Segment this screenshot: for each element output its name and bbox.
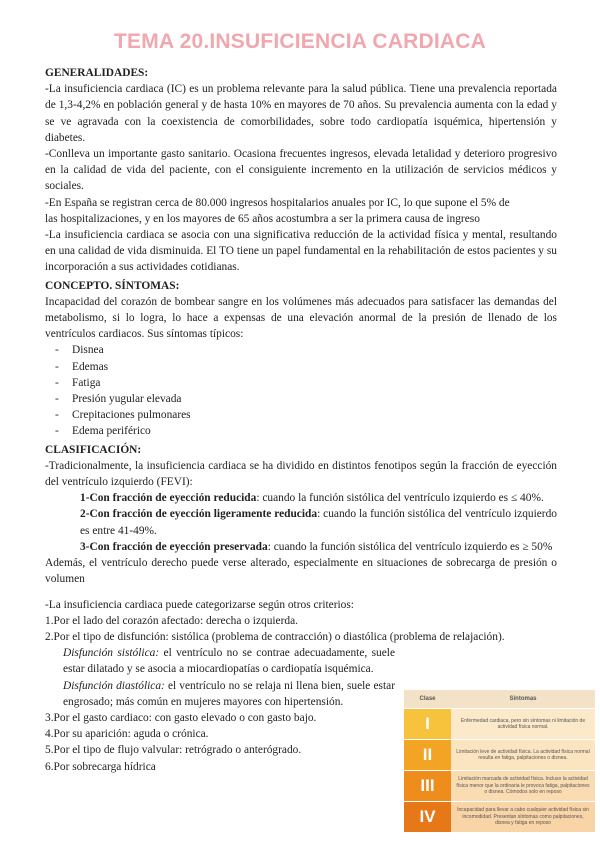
section-heading-generalidades: GENERALIDADES: — [45, 67, 149, 79]
nyha-class-table — [404, 690, 595, 828]
criteria-item: 2.Por el tipo de disfunción: sistólica (problema de contracción) o diastólica (problema de relajación). — [45, 630, 505, 643]
section-heading-clasificacion: CLASIFICACIÓN: — [45, 443, 142, 456]
class-description: Incapacidad para llevar a cabo cualquier actividad física sin incomodidad. Presentan síntomas como palpitaciones, disnea y fatiga en reposo — [457, 807, 589, 827]
term: Disfunción diastólica: — [63, 679, 165, 692]
item-text: : cuando la función sistólica del ventrículo izquierdo es ≤ 40%. — [256, 492, 544, 505]
item-title: 2-Con fracción de eyección ligeramente reducida — [80, 508, 318, 521]
document-body — [45, 63, 557, 775]
paragraph-line: -En España se registran cerca de 80.000 ingresos hospitalarios anuales por IC, lo que supone el 5% de — [45, 196, 510, 209]
class-number: III — [404, 771, 451, 801]
paragraph: -Conlleva un importante gasto sanitario. Ocasiona frecuentes ingresos, elevada letalidad y deterioro progresivo en la calidad de vida del paciente, con el consiguiente incremento en la utilización de servicios médicos y sociales. — [45, 148, 557, 193]
paragraph: -Tradicionalmente, la insuficiencia cardiaca se ha dividido en distintos fenotipos según la fracción de eyección del ventrículo izquierdo (FEVI): — [45, 459, 557, 489]
criteria-item: 5.Por el tipo de flujo valvular: retrógrado o anterógrado. — [45, 744, 302, 757]
table-header — [404, 690, 595, 708]
class-number: II — [404, 740, 451, 770]
list-item — [80, 506, 557, 538]
list-item — [80, 490, 557, 506]
section-heading-concepto: CONCEPTO. SÍNTOMAS: — [45, 279, 180, 292]
table-row — [404, 739, 595, 770]
fevi-list — [80, 490, 557, 555]
class-number: I — [404, 709, 451, 739]
item-title: 1-Con fracción de eyección reducida — [80, 492, 257, 505]
criteria-item: 4.Por su aparición: aguda o crónica. — [45, 728, 209, 741]
symptom-list — [45, 342, 557, 439]
item-text: : cuando la función sistólica del ventrículo izquierdo es entre 41-49%. — [80, 508, 557, 537]
criteria-item: 3.Por el gasto cardiaco: con gasto elevado o con gasto bajo. — [45, 711, 317, 724]
list-item — [80, 539, 557, 555]
list-item: - Fatiga — [45, 375, 557, 391]
term: Disfunción sistólica: — [63, 647, 160, 660]
criteria-item: 1.Por el lado del corazón afectado: derecha o izquierda. — [45, 614, 299, 627]
list-item: - Crepitaciones pulmonares — [45, 407, 557, 423]
class-description: Limitación leve de actividad física. La actividad física normal resulta en fatiga, palpitaciones o disnea. — [456, 748, 590, 761]
class-description: Enfermedad cardiaca, pero sin síntomas ni limitación de actividad física normal. — [460, 717, 586, 730]
list-item: - Disnea — [45, 342, 557, 358]
class-number: IV — [404, 802, 451, 832]
item-title: 3-Con fracción de eyección preservada — [80, 540, 268, 553]
paragraph: -La insuficiencia cardiaca (IC) es un problema relevante para la salud pública. Tiene una prevalencia reportada de 1,3-4,2% en población general y de hasta 10% en mayores de 70 años. Su prevalencia aumenta con la edad y se ve agravada con la coexistencia de comorbilidades, sobre todo cardiopatía isquémica, hipertensión y diabetes. — [45, 83, 557, 144]
list-item: - Edema periférico — [45, 423, 557, 439]
definition-diastolic — [45, 678, 395, 710]
paragraph-line: las hospitalizaciones, y en los mayores de 65 años acostumbra a ser la primera causa de ingreso — [45, 212, 480, 225]
column-header: Síntomas — [509, 696, 537, 702]
criteria-item: 6.Por sobrecarga hídrica — [45, 760, 156, 773]
definition: el ventrículo no se relaja ni llena bien, suele estar engrosado; más común en mujeres mayores con hipertensión. — [63, 679, 395, 708]
list-item: - Edemas — [45, 359, 557, 375]
table-row — [404, 708, 595, 739]
class-description: Limitación marcada de actividad física. Incluso la actividad física menor que la ordinaria le provoca fatiga, palpitaciones o disnea. Cómodos solo en reposo — [456, 776, 590, 796]
table-row — [404, 770, 595, 801]
paragraph: Además, el ventrículo derecho puede verse alterado, especialmente en situaciones de sobrecarga de presión o volumen — [45, 557, 557, 586]
definition: el ventrículo no se contrae adecuadamente, suele estar dilatado y se asocia a miocardiopatías o cardiopatía isquémica. — [63, 647, 395, 676]
paragraph: Incapacidad del corazón de bombear sangre en los volúmenes más adecuados para satisfacer las demandas del metabolismo, si lo logra, lo hace a expensas de una elevación anormal de la presión de llenado de los ventrículos cardiacos. Sus síntomas típicos: — [45, 295, 557, 341]
definition-systolic — [45, 645, 395, 677]
column-header: Clase — [419, 696, 436, 702]
item-text: : cuando la función sistólica del ventrículo izquierdo es ≥ 50% — [267, 540, 553, 553]
list-item: - Presión yugular elevada — [45, 391, 557, 407]
table-row — [404, 801, 595, 832]
page-title: TEMA 20.INSUFICIENCIA CARDIACA — [114, 30, 486, 53]
paragraph: -La insuficiencia cardiaca puede categorizarse según otros criterios: — [45, 598, 354, 611]
paragraph: -La insuficiencia cardiaca se asocia con una significativa reducción de la actividad física y mental, resultando en una calidad de vida disminuida. El TO tiene un papel fundamental en la rehabilitación de estos pacientes y su incorporación a sus actividades cotidianas. — [45, 229, 557, 274]
